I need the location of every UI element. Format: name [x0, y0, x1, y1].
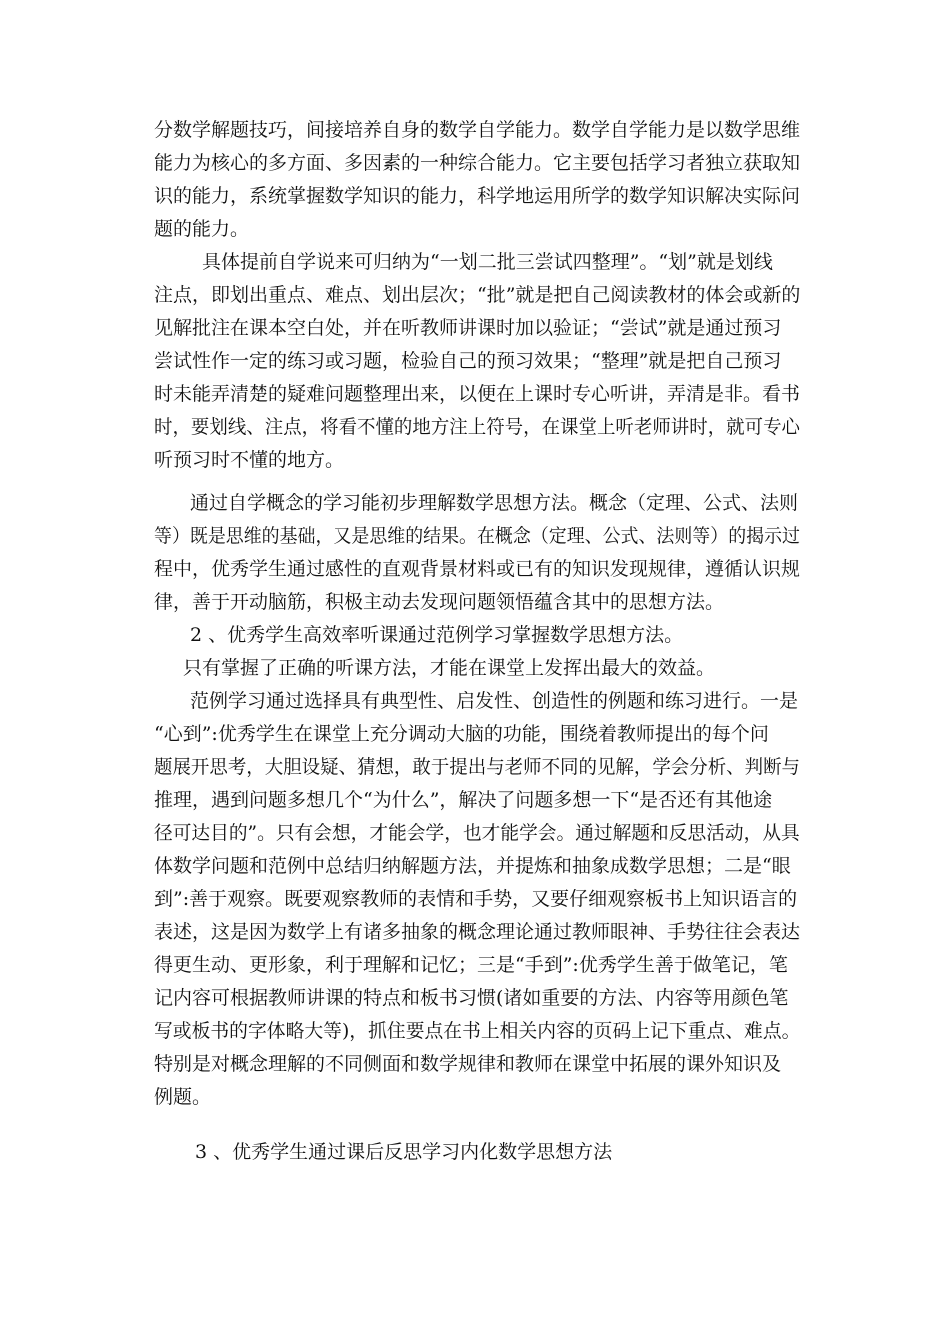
text-line: 识的能力，系统掌握数学知识的能力，科学地运用所学的数学知识解决实际问 [154, 185, 801, 207]
text-line: 尝试性作一定的练习或习题，检验自己的预习效果；“整理”就是把自己预习 [154, 350, 782, 372]
text-line: 写或板书的字体略大等)，抓住要点在书上相关内容的页码上记下重点、难点。 [154, 1020, 801, 1042]
text-line: 具体提前自学说来可归纳为“一划二批三尝试四整理”。“划”就是划线 [202, 251, 773, 273]
text-line: 见解批注在课本空白处，并在听教师讲课时加以验证；“尝试”就是通过预习 [154, 317, 782, 339]
text-line: 例题。 [154, 1086, 212, 1108]
text-line: 时未能弄清楚的疑难问题整理出来，以便在上课时专心听讲，弄清是非。看书 [154, 383, 801, 405]
text-line: 推理，遇到问题多想几个“为什么”，解决了问题多想一下“是否还有其他途 [154, 789, 773, 811]
text-line: 得更生动、更形象，利于理解和记忆；三是“手到”:优秀学生善于做笔记，笔 [154, 954, 788, 976]
text-line: 注点，即划出重点、难点、划出层次；“批”就是把自己阅读教材的体会或新的 [154, 284, 801, 306]
text-line: 范例学习通过选择具有典型性、启发性、创造性的例题和练习进行。一是 [190, 690, 799, 712]
text-line: 特别是对概念理解的不同侧面和数学规律和教师在课堂中拓展的课外知识及 [154, 1053, 782, 1075]
text-line: 体数学问题和范例中总结归纳解题方法，并提炼和抽象成数学思想；二是“眼 [154, 855, 791, 877]
text-line: 径可达目的”。只有会想，才能会学，也才能学会。通过解题和反思活动，从具 [154, 822, 800, 844]
text-line: 分数学解题技巧，间接培养自身的数学自学能力。数学自学能力是以数学思维 [154, 119, 801, 141]
text-line: 能力为核心的多方面、多因素的一种综合能力。它主要包括学习者独立获取知 [154, 152, 801, 174]
text-line: 程中，优秀学生通过感性的直观背景材料或已有的知识发现规律，遵循认识规 [154, 558, 801, 580]
text-line: 听预习时不懂的地方。 [154, 449, 345, 471]
text-line: 到”:善于观察。既要观察教师的表情和手势，又要仔细观察板书上知识语言的 [154, 888, 798, 910]
text-line: 记内容可根据教师讲课的特点和板书习惯(诸如重要的方法、内容等用颜色笔 [154, 987, 789, 1009]
section-heading: 3 、优秀学生通过课后反思学习内化数学思想方法 [195, 1141, 613, 1163]
text-line: 题展开思考，大胆设疑、猜想，敢于提出与老师不同的见解，学会分析、判断与 [154, 756, 800, 778]
text-line: 通过自学概念的学习能初步理解数学思想方法。概念（定理、公式、法则 [190, 492, 799, 514]
text-line: 题的能力。 [154, 218, 250, 240]
text-line: “心到”:优秀学生在课堂上充分调动大脑的功能，围绕着教师提出的每个问 [154, 723, 769, 745]
text-line: 表述，这是因为数学上有诸多抽象的概念理论通过教师眼神、手势往往会表达 [154, 921, 801, 943]
text-line: 等）既是思维的基础，又是思维的结果。在概念（定理、公式、法则等）的揭示过 [154, 525, 800, 547]
text-line: 律，善于开动脑筋，积极主动去发现问题领悟蕴含其中的思想方法。 [154, 591, 725, 613]
text-line: 时，要划线、注点，将看不懂的地方注上符号，在课堂上听老师讲时，就可专心 [154, 416, 800, 438]
section-heading: 2 、优秀学生高效率听课通过范例学习掌握数学思想方法。 [190, 624, 684, 646]
text-line: 只有掌握了正确的听课方法，才能在课堂上发挥出最大的效益。 [183, 657, 716, 679]
